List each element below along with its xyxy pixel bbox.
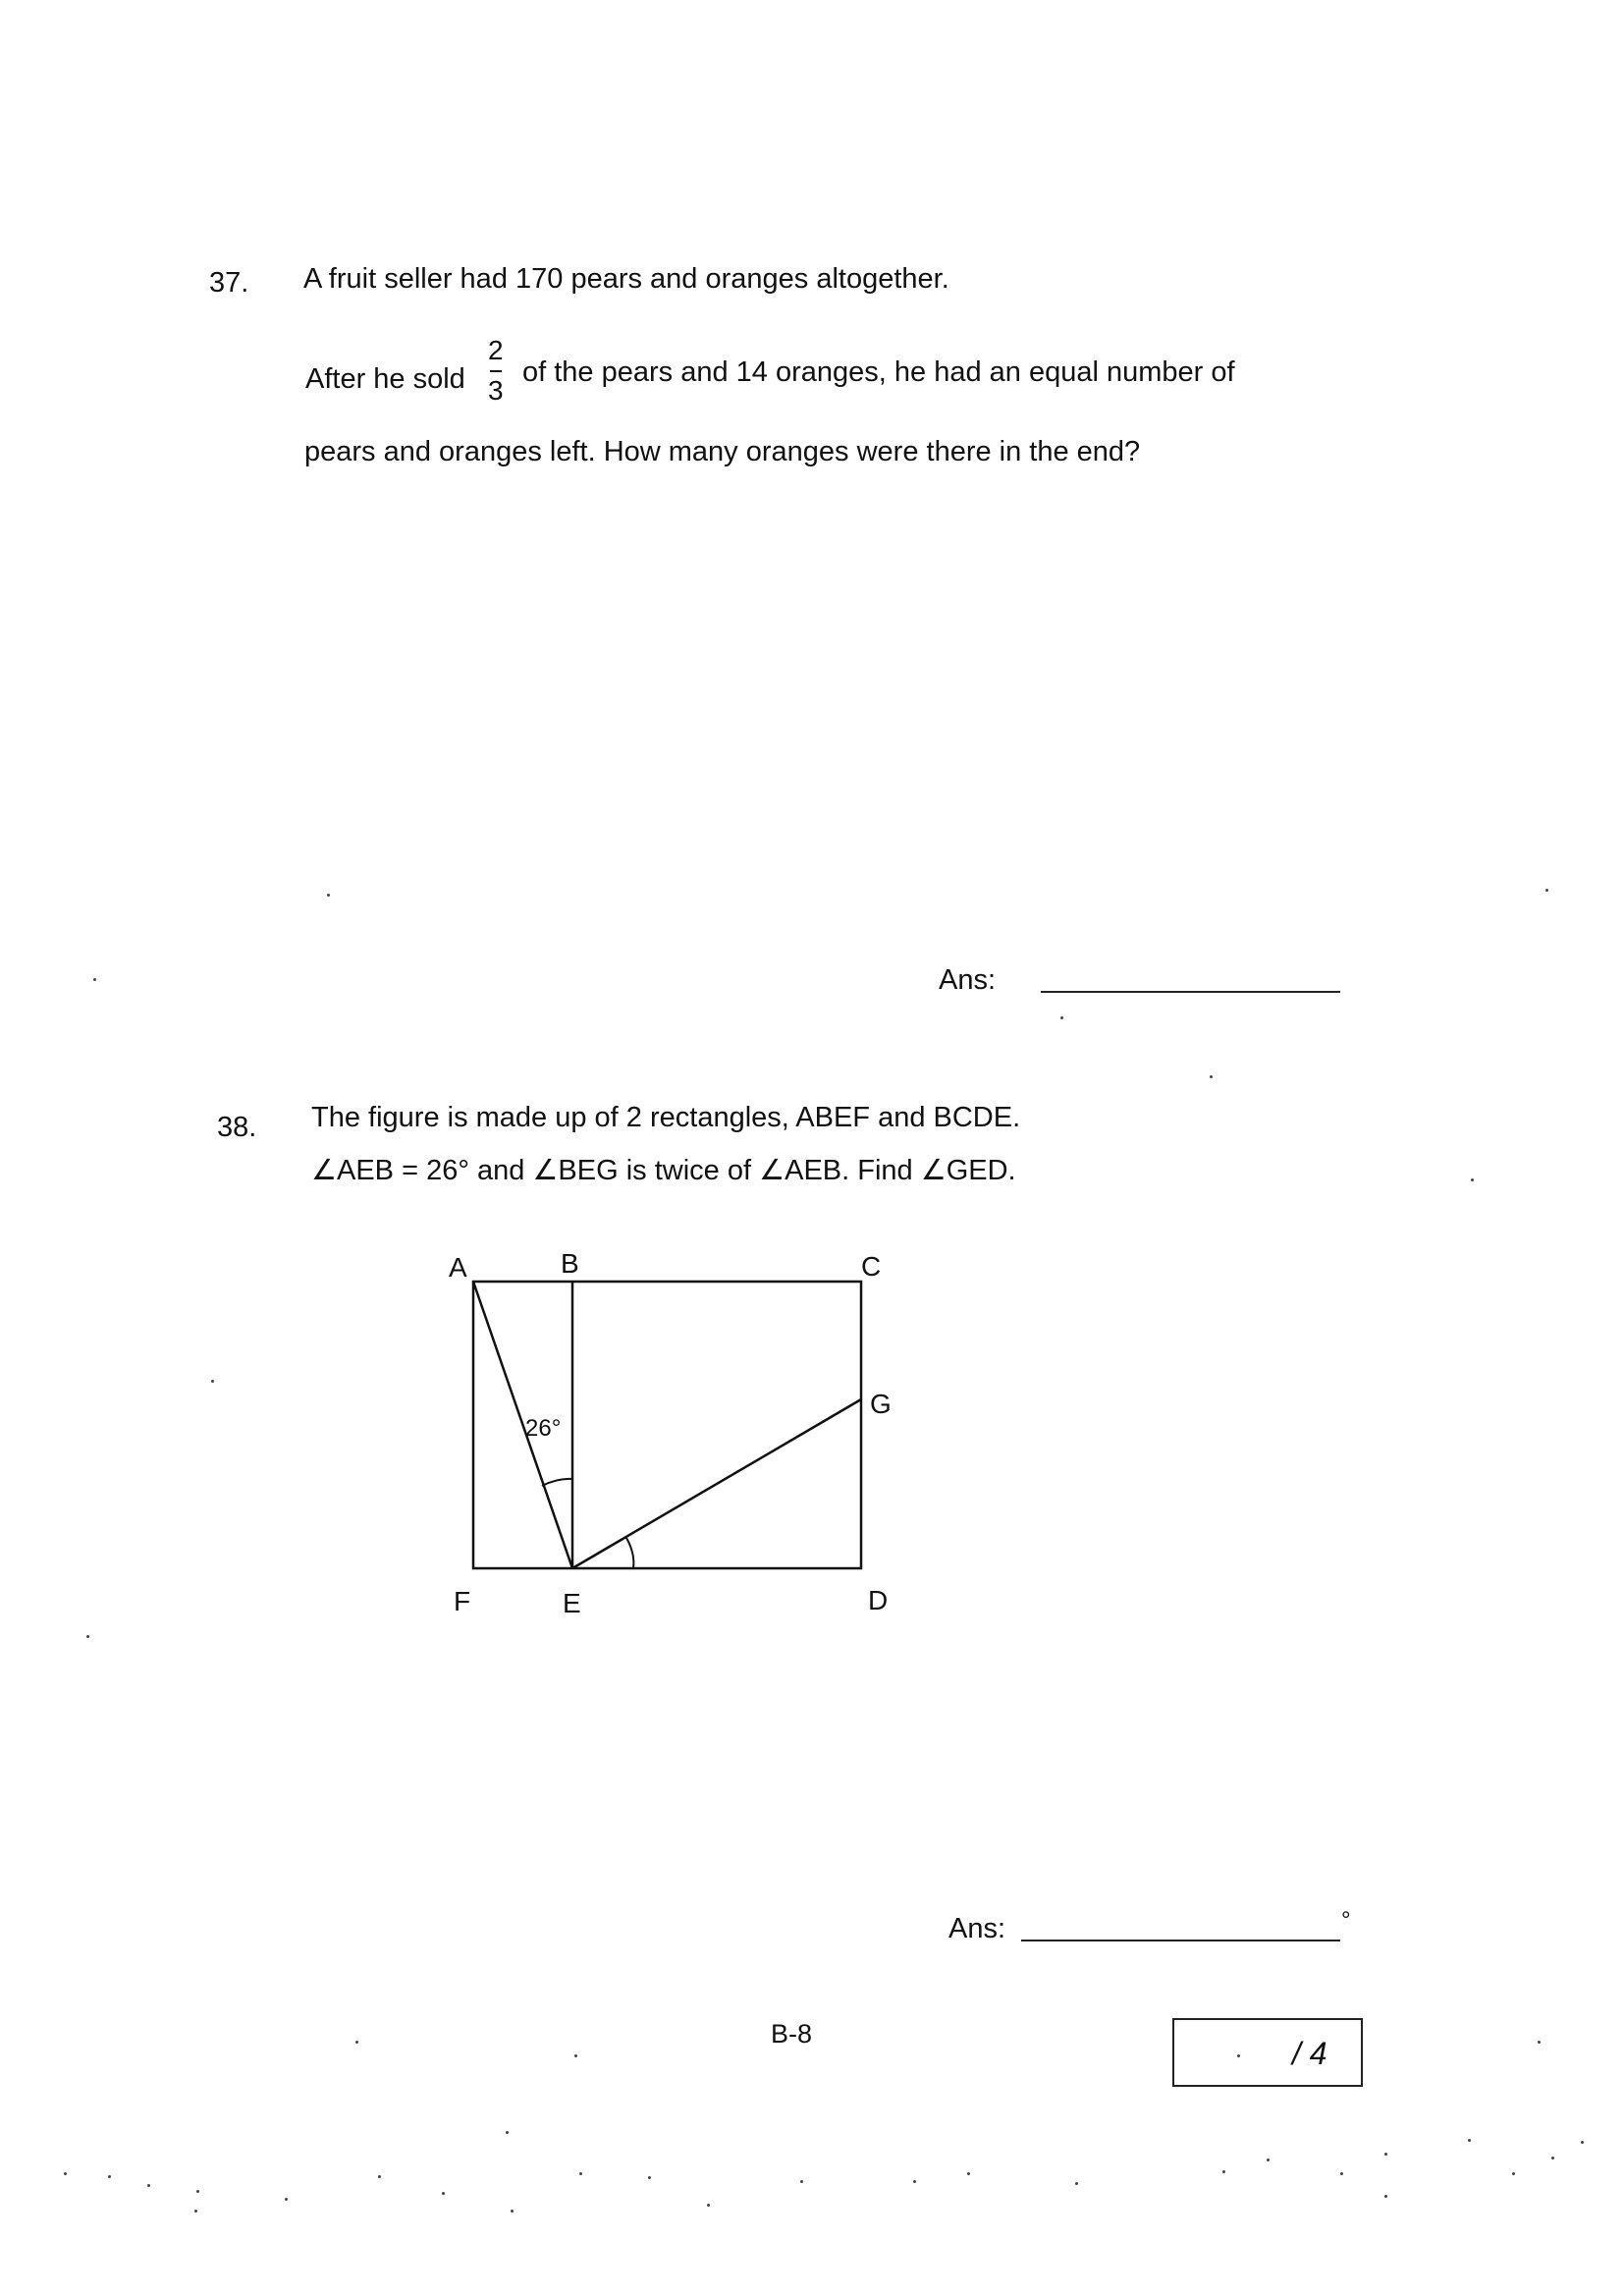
angle-aeb-arc <box>542 1479 572 1486</box>
point-label-g: G <box>870 1389 892 1419</box>
question-38-number: 38. <box>217 1112 257 1143</box>
question-37-line-1: A fruit seller had 170 pears and oranges altogether. <box>303 263 949 295</box>
fraction-two-thirds <box>488 337 504 405</box>
question-37-line-3: pears and oranges left. How many oranges were there in the end? <box>304 436 1141 467</box>
question-37-ans-label: Ans: <box>939 964 997 996</box>
question-38-line-1: The figure is made up of 2 rectangles, ABEF and BCDE. <box>311 1102 1021 1133</box>
fraction-bar <box>490 370 502 372</box>
question-37-answer-field[interactable] <box>1041 991 1340 993</box>
point-label-d: D <box>868 1585 889 1615</box>
segment-eg <box>572 1399 861 1568</box>
question-37-number: 37. <box>209 267 249 299</box>
angle-label-26: 26° <box>525 1415 562 1442</box>
score-box <box>1172 2018 1363 2087</box>
question-38-degree-unit: ° <box>1341 1907 1351 1934</box>
question-37-line-2-before: After he sold <box>305 363 465 395</box>
point-label-f: F <box>454 1586 471 1616</box>
fraction-numerator: 2 <box>488 335 504 365</box>
page-code: B-8 <box>771 2019 813 2049</box>
score-text: / 4 <box>1292 2036 1327 2071</box>
point-label-c: C <box>861 1251 882 1282</box>
question-38-line-2: ∠AEB = 26° and ∠BEG is twice of ∠AEB. Find ∠GED. <box>311 1155 1016 1186</box>
angle-ged-arc <box>626 1538 633 1568</box>
fraction-denominator: 3 <box>488 375 504 406</box>
point-label-b: B <box>561 1248 579 1279</box>
point-label-e: E <box>563 1588 581 1618</box>
question-38-answer-field[interactable] <box>1021 1940 1340 1941</box>
question-38-ans-label: Ans: <box>948 1913 1006 1944</box>
question-37-line-2-after: of the pears and 14 oranges, he had an equal number of <box>522 356 1235 388</box>
rectangles-figure <box>432 1237 923 1620</box>
point-label-a: A <box>449 1252 467 1283</box>
